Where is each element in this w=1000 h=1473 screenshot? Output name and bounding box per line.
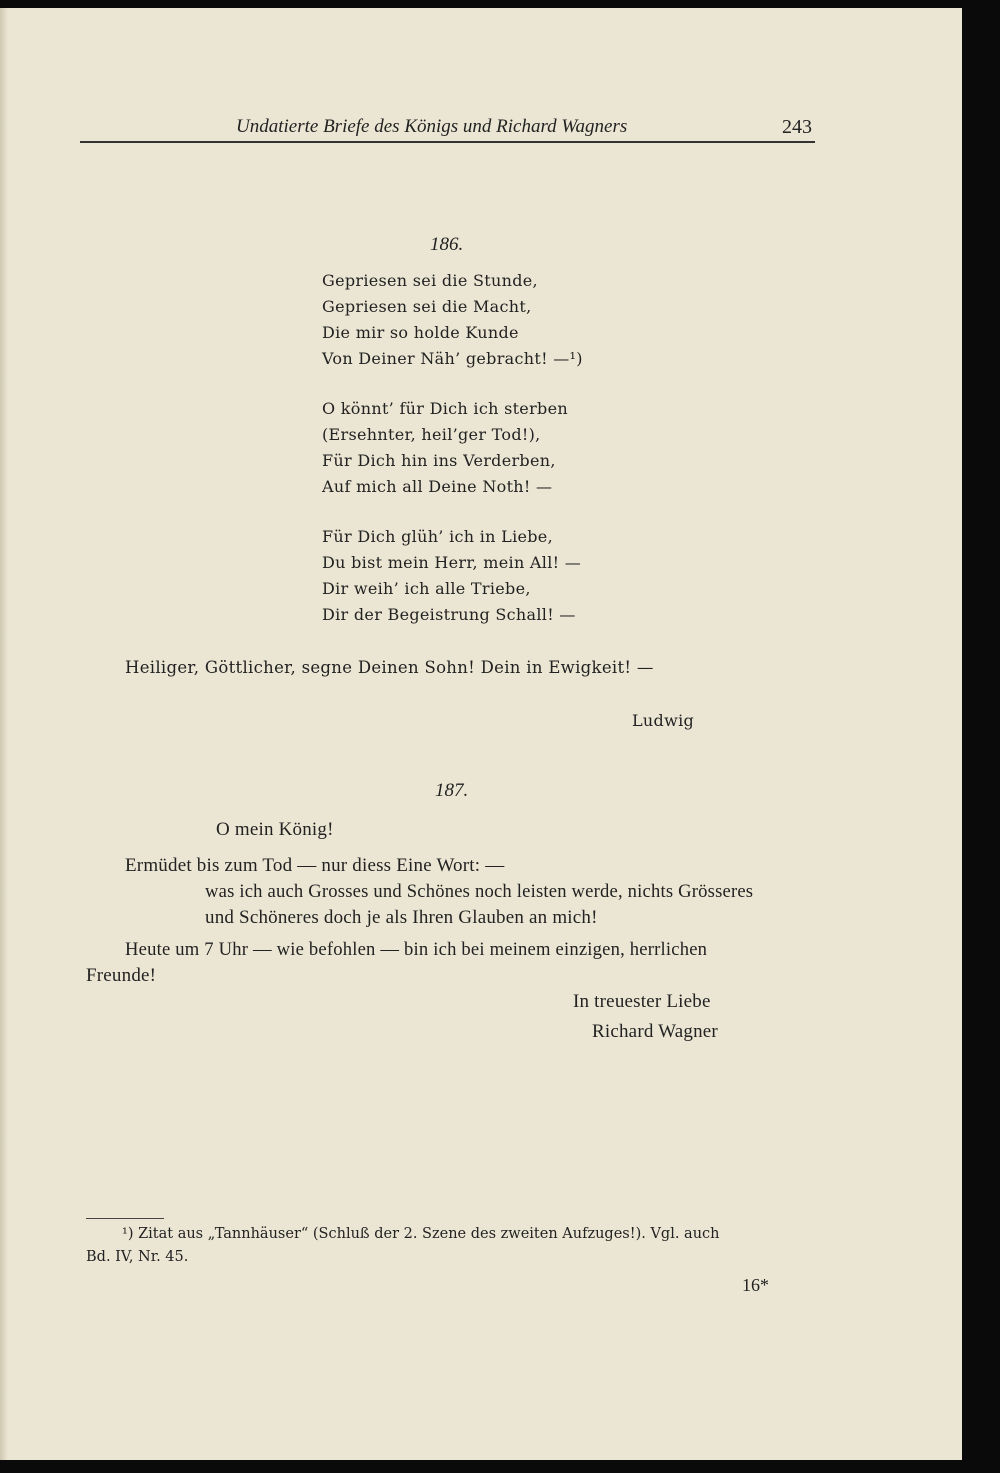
verse-line: Von Deiner Näh’ gebracht! —¹) — [322, 349, 583, 368]
verse-line: O könnt’ für Dich ich sterben — [322, 399, 568, 418]
letter-number-186: 186. — [430, 234, 464, 255]
signature-wagner: Richard Wagner — [592, 1021, 718, 1042]
verse-line: Für Dich glüh’ ich in Liebe, — [322, 527, 553, 546]
body-line: Heute um 7 Uhr — wie befohlen — bin ich bei meinem einzigen, herrlichen — [125, 939, 708, 960]
closing-line-186: Heiliger, Göttlicher, segne Deinen Sohn! Dein in Ewigkeit! — — [125, 658, 654, 677]
page-edge — [0, 8, 8, 1460]
body-line: Ermüdet bis zum Tod — nur diess Eine Wort: — — [125, 855, 505, 876]
verse-line: Für Dich hin ins Verderben, — [322, 451, 556, 470]
body-line: und Schöneres doch je als Ihren Glauben an mich! — [205, 907, 598, 928]
verse-line: Gepriesen sei die Stunde, — [322, 271, 538, 290]
verse-line: Die mir so holde Kunde — [322, 323, 519, 342]
verse-line: Auf mich all Deine Noth! — — [322, 477, 553, 496]
footnote-line: Bd. IV, Nr. 45. — [86, 1249, 189, 1265]
verse-line: (Ersehnter, heil’ger Tod!), — [322, 425, 541, 444]
verse-line: Gepriesen sei die Macht, — [322, 297, 532, 316]
signature-ludwig: Ludwig — [632, 711, 695, 730]
body-line: was ich auch Grosses und Schönes noch leisten werde, nichts Grösseres — [205, 881, 754, 902]
page-number: 243 — [782, 116, 812, 138]
signature-mark: 16* — [742, 1275, 769, 1295]
letter-number-187: 187. — [435, 780, 469, 801]
header-rule — [80, 141, 815, 143]
footnote-rule — [86, 1218, 164, 1219]
body-line: Freunde! — [86, 965, 157, 986]
footnote-line: ¹) Zitat aus „Tannhäuser“ (Schluß der 2. Szene des zweiten Aufzuges!). Vgl. auch — [122, 1226, 720, 1242]
closing-187: In treuester Liebe — [573, 991, 711, 1012]
book-page — [0, 8, 962, 1460]
running-header-title: Undatierte Briefe des Königs und Richard Wagners — [236, 116, 628, 137]
verse-line: Dir der Begeistrung Schall! — — [322, 605, 576, 624]
salutation-187: O mein König! — [216, 819, 334, 840]
verse-line: Dir weih’ ich alle Triebe, — [322, 579, 531, 598]
verse-line: Du bist mein Herr, mein All! — — [322, 553, 582, 572]
